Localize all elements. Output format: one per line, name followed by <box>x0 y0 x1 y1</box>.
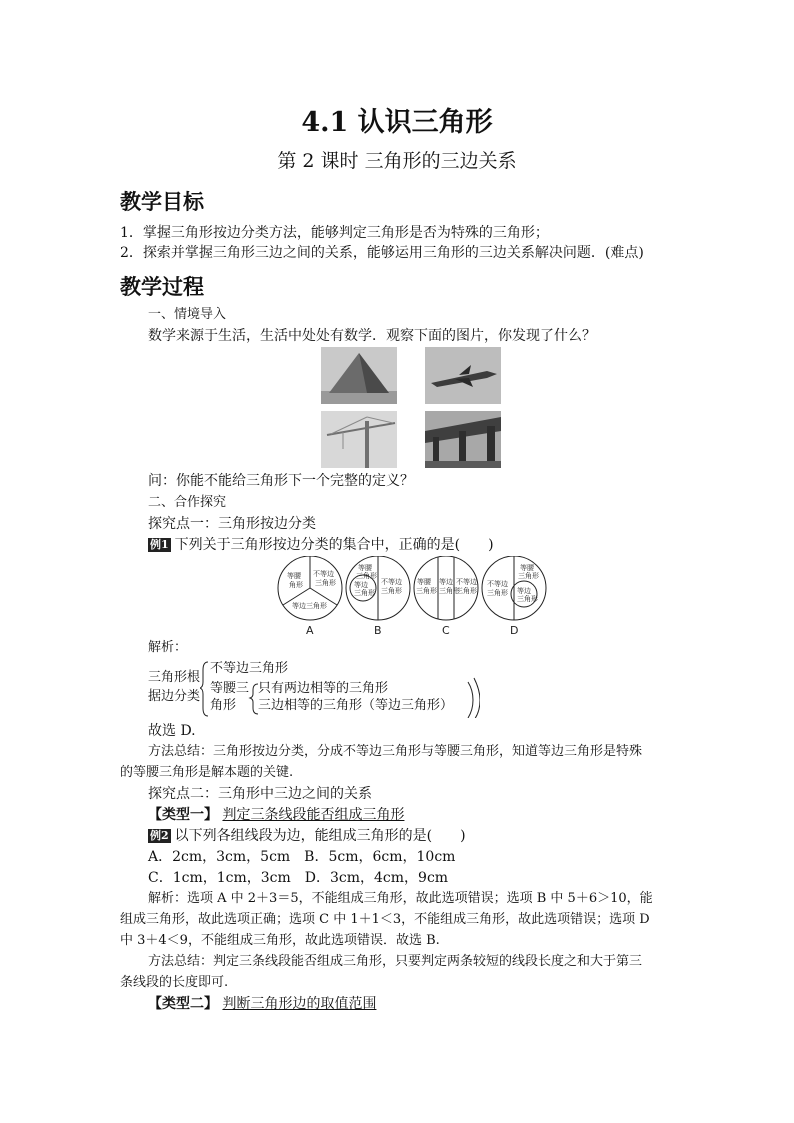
analysis-label: 解析： <box>148 640 188 655</box>
circle-a-label: 不等边 <box>313 570 334 578</box>
tree-leaf: 只有两边相等的三角形 <box>258 681 389 696</box>
objectives-heading: 教学目标 <box>120 189 204 214</box>
circle-c-label: 不等边 <box>456 578 477 586</box>
intro-text: 数学来源于生活，生活中处处有数学．观察下面的图片，你发现了什么？ <box>148 328 596 344</box>
method-summary: 条线段的长度即可. <box>120 975 229 990</box>
tree-root: 据边分类 <box>148 689 201 704</box>
circle-a-label: 等腰 <box>287 572 301 580</box>
example-badge: 例2 <box>150 829 169 842</box>
option-label: A <box>306 624 314 637</box>
circle-d-label: 三角形 <box>487 589 508 597</box>
option-label: B <box>374 624 382 637</box>
tree-branch: 不等边三角形 <box>210 661 289 676</box>
circle-b-label: 三角形 <box>356 572 377 580</box>
classification-diagrams <box>270 556 550 638</box>
circle-a-label: 三角形 <box>315 579 336 587</box>
example-analysis: 组成三角形，故此选项正确；选项 C 中 1＋1＜3，不能组成三角形，故此选项错误；选项 D <box>120 912 650 927</box>
example-text: 下列关于三角形按边分类的集合中，正确的是( ) <box>174 537 494 553</box>
objective-item: 2．探索并掌握三角形三边之间的关系，能够运用三角形的三边关系解决问题．(难点) <box>120 245 644 261</box>
circle-c-label: 三角形 <box>456 587 477 595</box>
method-summary: 方法总结：判定三条线段能否组成三角形，只要判定两条较短的线段长度之和大于第三 <box>148 954 643 969</box>
example-analysis: 解析：选项 A 中 2＋3＝5，不能组成三角形，故此选项错误；选项 B 中 5＋6＞10，能 <box>148 891 653 906</box>
process-heading: 教学过程 <box>120 274 204 299</box>
tree-branch: 角形 <box>210 698 237 713</box>
example-text: 以下列各组线段为边，能组成三角形的是( ) <box>174 828 466 844</box>
method-summary: 方法总结：三角形按边分类，分成不等边三角形与等腰三角形，知道等边三角形是特殊 <box>148 744 643 759</box>
circle-b-label: 三角形 <box>381 587 402 595</box>
circle-d-label: 等腰 <box>520 564 534 572</box>
section-title: 一、情境导入 <box>148 307 227 322</box>
point-title: 探究点一：三角形按边分类 <box>148 516 316 532</box>
type-2-heading <box>148 995 376 1013</box>
example-1 <box>148 536 494 554</box>
circle-a-label: 角形 <box>289 581 303 589</box>
jet-photo <box>425 347 501 404</box>
type-bracket: 【类型二】 <box>148 996 218 1012</box>
circle-d-label: 三角形 <box>518 572 539 580</box>
circle-d-label: 三角形 <box>517 595 538 603</box>
example-2 <box>148 827 466 845</box>
circle-b-label: 等边 <box>354 581 368 589</box>
crane-photo <box>321 411 397 468</box>
page-subtitle: 第 2 课时 三角形的三边关系 <box>277 150 517 172</box>
example-badge: 例1 <box>150 538 169 551</box>
pyramid-photo <box>321 347 397 404</box>
point-title: 探究点二：三角形中三边之间的关系 <box>148 786 372 802</box>
objective-item: 1．掌握三角形按边分类方法，能够判定三角形是否为特殊的三角形； <box>120 225 549 241</box>
option-label: C <box>442 624 450 637</box>
bridge-photo <box>425 411 501 468</box>
tree-root: 三角形根 <box>148 670 201 685</box>
circle-b-label: 等腰 <box>358 564 372 572</box>
answer-text: 故选 D. <box>148 723 196 739</box>
example-analysis: 中 3＋4＜9，不能组成三角形，故此选项错误．故选 B. <box>120 933 440 948</box>
type-title: 判断三角形边的取值范围 <box>222 996 377 1012</box>
method-summary: 的等腰三角形是解本题的关键. <box>120 765 294 780</box>
type-title: 判定三条线段能否组成三角形 <box>222 807 405 823</box>
page-title: 4.1 认识三角形 <box>301 107 493 138</box>
type-1-heading <box>148 806 404 824</box>
circle-c-label: 三角形 <box>416 587 437 595</box>
example-option: C．1cm，1cm，3cm D．3cm，4cm，9cm <box>148 870 449 886</box>
example-option: A．2cm，3cm，5cm B．5cm，6cm，10cm <box>148 849 456 865</box>
circle-d-label: 不等边 <box>487 580 508 588</box>
type-bracket: 【类型一】 <box>148 807 218 823</box>
circle-b-label: 不等边 <box>381 578 402 586</box>
circle-c-label: 等腰 <box>417 578 431 586</box>
tree-branch: 等腰三 <box>210 681 250 696</box>
circle-d-label: 等边 <box>517 587 531 595</box>
section-title: 二、合作探究 <box>148 495 227 510</box>
circle-c-label: 等边 <box>439 578 453 586</box>
tree-leaf: 三边相等的三角形（等边三角形） <box>258 698 454 713</box>
question-text: 问：你能不能给三角形下一个完整的定义？ <box>148 473 414 489</box>
option-label: D <box>510 624 519 637</box>
circle-c-label: 三角形 <box>439 587 460 595</box>
circle-a-label: 等边三角形 <box>292 602 327 610</box>
circle-b-label: 三角形 <box>354 589 375 597</box>
